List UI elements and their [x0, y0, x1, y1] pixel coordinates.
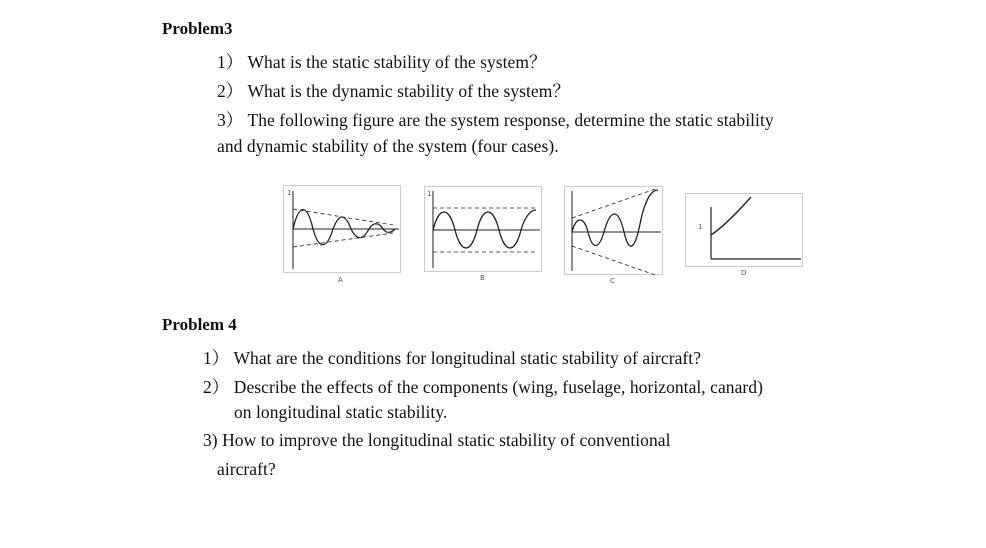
response-plot-b	[424, 186, 542, 272]
problem3-title: Problem3	[162, 19, 233, 38]
response-figure-c	[564, 186, 663, 285]
problem3-question-3-line2: and dynamic stability of the system (four cases).	[217, 136, 559, 156]
response-plot-c	[564, 186, 663, 275]
problem4-question-3-line2: aircraft?	[217, 459, 276, 479]
figure-b-axis-mark: 1	[427, 190, 432, 198]
problem4-question-3-line1: 3) How to improve the longitudinal static stability of conventional	[203, 430, 671, 450]
figure-a-label: A	[338, 276, 343, 284]
problem4-question-2-line1: 2） Describe the effects of the components (wing, fuselage, horizontal, canard)	[203, 377, 763, 397]
figure-d-axis-mark: 1	[698, 223, 703, 231]
figure-d-label: D	[741, 269, 747, 277]
figure-a-axis-mark: 1	[287, 189, 292, 197]
problem4-question-1: 1） What are the conditions for longitudinal static stability of aircraft?	[203, 348, 702, 368]
response-figure-b	[424, 186, 542, 282]
problem3-question-2: 2） What is the dynamic stability of the system？	[217, 81, 570, 101]
response-figure-d	[685, 193, 803, 277]
problem4-question-2-line2: on longitudinal static stability.	[234, 402, 448, 422]
response-plot-a	[283, 185, 401, 273]
problem3-question-3-line1: 3） The following figure are the system response, determine the static stability	[217, 110, 774, 130]
problem4-title: Problem 4	[162, 315, 237, 334]
figure-b-label: B	[480, 274, 485, 282]
response-plot-d	[685, 193, 803, 267]
figure-c-label: C	[610, 277, 615, 285]
problem3-question-1: 1） What is the static stability of the system？	[217, 52, 547, 72]
response-figure-a	[283, 185, 401, 284]
